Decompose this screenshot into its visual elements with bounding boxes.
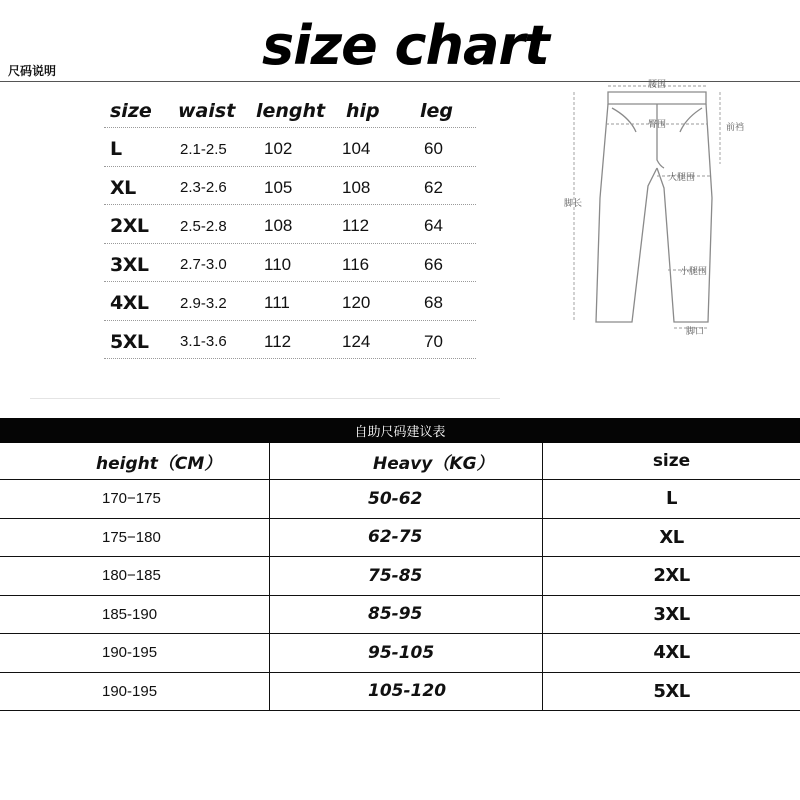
- length-cell: 112: [264, 331, 292, 351]
- waist-label: 腰围: [648, 80, 667, 90]
- size-cell: 4XL: [110, 292, 149, 315]
- leg-cell: 60: [424, 139, 443, 159]
- leg-cell: 64: [424, 216, 443, 236]
- row-divider: [104, 281, 476, 282]
- waist-cell: 3.1-3.6: [180, 333, 227, 351]
- hip-cell: 116: [342, 254, 370, 274]
- table-row: [0, 596, 800, 635]
- height-cell: 180−185: [0, 557, 270, 595]
- row-divider: [104, 127, 476, 128]
- recommendation-header-row: [0, 443, 800, 480]
- size-recommendation-title: 自助尺码建议表: [0, 418, 800, 443]
- height-cell: 185-190: [0, 596, 270, 634]
- size-cell: L: [666, 488, 677, 510]
- size-cell: 5XL: [653, 680, 690, 702]
- waist-cell: 2.7-3.0: [180, 256, 227, 274]
- table-row: [104, 207, 476, 246]
- front-rise-label: 前裆: [726, 123, 745, 133]
- row-divider: [104, 243, 476, 244]
- size-cell: 4XL: [653, 642, 690, 664]
- leg-cell: 70: [424, 331, 443, 351]
- header-weight: Heavy（KG）: [270, 443, 543, 479]
- table-row: [0, 673, 800, 712]
- hip-cell: 120: [342, 293, 371, 313]
- header-leg: leg: [420, 100, 453, 122]
- header-size: size: [652, 451, 691, 471]
- trousers-icon: [556, 78, 766, 340]
- hip-cell: 108: [342, 177, 371, 197]
- weight-cell: 95-105: [270, 634, 543, 672]
- row-divider: [104, 204, 476, 205]
- row-divider: [104, 358, 476, 359]
- table-row: [0, 480, 800, 519]
- header-size: size: [110, 100, 152, 122]
- hip-cell: 104: [342, 139, 371, 159]
- size-cell: XL: [659, 526, 684, 548]
- row-divider: [104, 166, 476, 167]
- length-cell: 108: [264, 216, 293, 236]
- header-height: height（CM）: [0, 443, 270, 479]
- length-cell: 102: [264, 139, 293, 159]
- waist-cell: 2.3-2.6: [180, 179, 227, 197]
- hip-cell: 124: [342, 331, 371, 351]
- leg-cell: 66: [424, 254, 443, 274]
- length-label: 脚长: [564, 199, 583, 209]
- waist-cell: 2.1-2.5: [180, 140, 227, 158]
- length-cell: 111: [264, 293, 290, 313]
- table-row: [0, 557, 800, 596]
- weight-cell: 105-120: [270, 673, 543, 711]
- trousers-diagram: [556, 78, 766, 340]
- weight-cell: 75-85: [270, 557, 543, 595]
- size-cell: L: [110, 138, 122, 161]
- hem-label: 脚口: [686, 327, 705, 337]
- page-title: size chart: [262, 14, 549, 77]
- thigh-label: 大腿围: [668, 173, 696, 183]
- size-table-header-row: [104, 92, 476, 130]
- height-cell: 170−175: [0, 480, 270, 518]
- height-cell: 175−180: [0, 519, 270, 557]
- length-cell: 110: [264, 254, 292, 274]
- weight-cell: 50-62: [270, 480, 543, 518]
- knee-label: 小腿围: [680, 267, 708, 277]
- waist-cell: 2.5-2.8: [180, 217, 227, 235]
- weight-cell: 85-95: [270, 596, 543, 634]
- waist-cell: 2.9-3.2: [180, 294, 227, 312]
- header-hip: hip: [346, 100, 380, 122]
- weight-cell: 62-75: [270, 519, 543, 557]
- table-row: [104, 323, 476, 362]
- table-row: [104, 169, 476, 208]
- hip-cell: 112: [342, 216, 370, 236]
- leg-cell: 62: [424, 177, 443, 197]
- size-cell: 2XL: [110, 215, 149, 238]
- length-cell: 105: [264, 177, 293, 197]
- section-divider: [30, 398, 500, 399]
- size-cell: 2XL: [653, 565, 690, 587]
- size-cell: 3XL: [110, 253, 149, 276]
- table-row: [104, 246, 476, 285]
- leg-cell: 68: [424, 293, 443, 313]
- size-cell: XL: [110, 176, 136, 199]
- header-length: lenght: [256, 100, 326, 122]
- size-cell: 3XL: [653, 603, 690, 625]
- size-cell: 5XL: [110, 330, 149, 353]
- size-description-label: 尺码说明: [8, 64, 57, 78]
- table-row: [104, 284, 476, 323]
- row-divider: [104, 320, 476, 321]
- table-row: [104, 130, 476, 169]
- hip-label: 臀围: [648, 120, 667, 130]
- table-row: [0, 519, 800, 558]
- size-measurement-table: [104, 92, 476, 361]
- size-recommendation-table: [0, 443, 800, 711]
- height-cell: 190-195: [0, 673, 270, 711]
- height-cell: 190-195: [0, 634, 270, 672]
- table-row: [0, 634, 800, 673]
- header-waist: waist: [178, 100, 236, 122]
